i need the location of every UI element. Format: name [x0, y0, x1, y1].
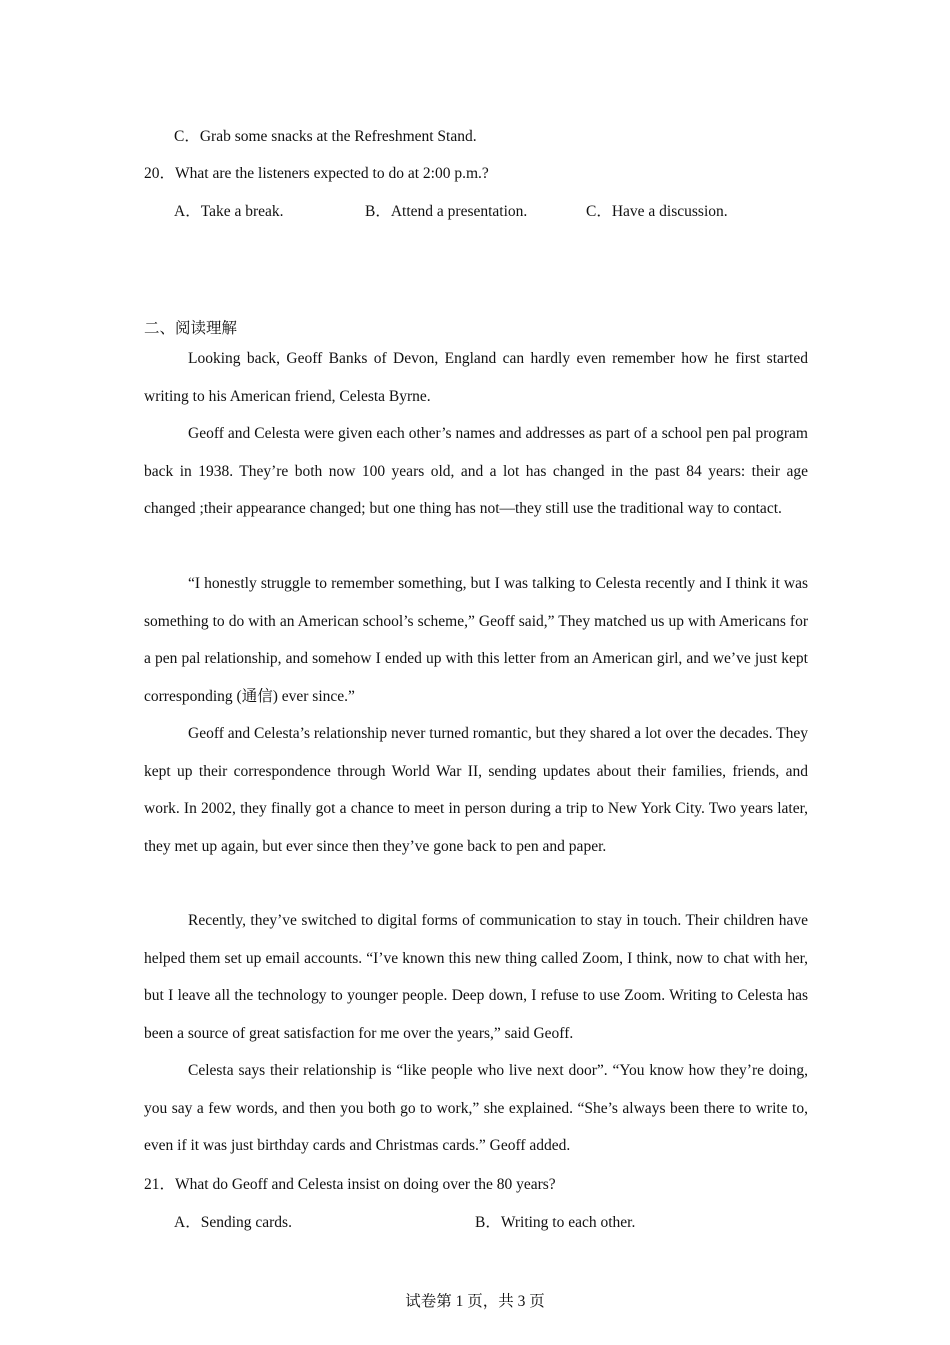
passage-paragraph-5: Recently, they’ve switched to digital forms of communication to stay in touch. Their children have helped them set up email accounts. “I’ve known this new thing called Zoom, I think, now to chat with her, but I leave all the technology to younger people. Deep down, I refuse to use Zoom. Writing to Celesta has been a source of great satisfaction for me over the years,” said Geoff.	[144, 912, 808, 1042]
passage-paragraph-6: Celesta says their relationship is “like people who live next door”. “You know how they’re doing, you say a few words, and then you both go to work,” she explained. “She’s always been there to write to, even if it was just birthday cards and Christmas cards.” Geoff added.	[144, 1062, 808, 1154]
q20-option-a: A．Take a break.	[174, 203, 284, 220]
q20-option-b: B．Attend a presentation.	[365, 203, 528, 220]
passage-paragraph-4: Geoff and Celesta’s relationship never turned romantic, but they shared a lot over the decades. They kept up their correspondence through World War II, sending updates about their families, friends, and work. In 2002, they finally got a chance to meet in person during a trip to New York City. Two years later, they met up again, but ever since then they’ve gone back to pen and paper.	[144, 725, 808, 855]
page-footer: 试卷第 1 页，共 3 页	[405, 1293, 545, 1310]
q21-option-b: B．Writing to each other.	[475, 1214, 636, 1231]
passage-paragraph-1: Looking back, Geoff Banks of Devon, England can hardly even remember how he first started writing to his American friend, Celesta Byrne.	[144, 350, 808, 405]
q19-option-c: C．Grab some snacks at the Refreshment Stand.	[174, 128, 477, 145]
passage-paragraph-3: “I honestly struggle to remember something, but I was talking to Celesta recently and I think it was something to do with an American school’s scheme,” Geoff said,” They matched us up with Americans for a pen pal relationship, and somehow I ended up with this letter from an American girl, and we’ve just kept corresponding (通信) ever since.”	[144, 575, 808, 705]
q21-option-a: A．Sending cards.	[174, 1214, 292, 1231]
section-title: 二、阅读理解	[144, 320, 238, 337]
q20-stem: 20．What are the listeners expected to do at 2:00 p.m.?	[144, 165, 489, 182]
q21-stem: 21．What do Geoff and Celesta insist on doing over the 80 years?	[144, 1176, 556, 1193]
passage-paragraph-2: Geoff and Celesta were given each other’s names and addresses as part of a school pen pal program back in 1938. They’re both now 100 years old, and a lot has changed in the past 84 years: their age changed ;their appearance changed; but one thing has not—they still use the traditional way to contact.	[144, 425, 808, 517]
q20-option-c: C．Have a discussion.	[586, 203, 728, 220]
